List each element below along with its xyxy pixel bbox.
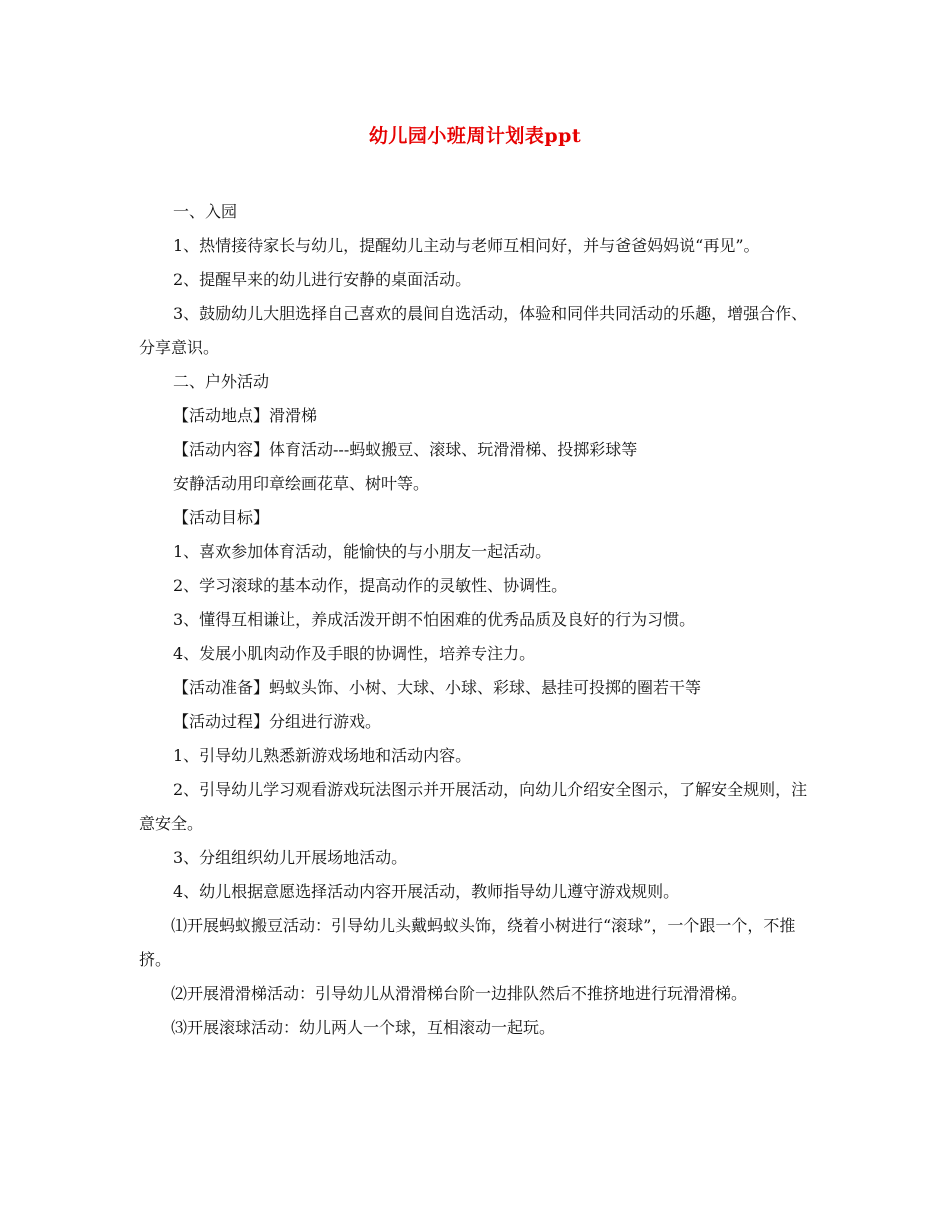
paragraph: 安静活动用印章绘画花草、树叶等。 — [173, 474, 430, 493]
paragraph: 【活动地点】滑滑梯 — [173, 406, 318, 425]
paragraph: ⑶开展滚球活动：幼儿两人一个球，互相滚动一起玩。 — [171, 1018, 556, 1037]
paragraph: 3、分组组织幼儿开展场地活动。 — [173, 848, 408, 867]
paragraph: 4、发展小肌肉动作及手眼的协调性，培养专注力。 — [173, 644, 536, 663]
paragraph: 【活动准备】蚂蚁头饰、小树、大球、小球、彩球、悬挂可投掷的圈若干等 — [173, 678, 702, 697]
paragraph: 1、热情接待家长与幼儿，提醒幼儿主动与老师互相问好，并与爸爸妈妈说“再见”。 — [173, 236, 760, 255]
paragraph: 1、引导幼儿熟悉新游戏场地和活动内容。 — [173, 746, 472, 765]
paragraph: 2、学习滚球的基本动作，提高动作的灵敏性、协调性。 — [173, 576, 568, 595]
paragraph: 2、提醒早来的幼儿进行安静的桌面活动。 — [173, 270, 472, 289]
paragraph: 【活动目标】 — [173, 508, 270, 527]
paragraph: 4、幼儿根据意愿选择活动内容开展活动，教师指导幼儿遵守游戏规则。 — [173, 882, 680, 901]
paragraph: 【活动过程】分组进行游戏。 — [173, 712, 382, 731]
paragraph: ⑵开展滑滑梯活动：引导幼儿从滑滑梯台阶一边排队然后不推挤地进行玩滑滑梯。 — [171, 984, 748, 1003]
section-heading-arrival: 一、入园 — [173, 202, 238, 221]
document-body — [139, 195, 819, 1045]
paragraph: ⑴开展蚂蚁搬豆活动：引导幼儿头戴蚂蚁头饰，绕着小树进行“滚球”，一个跟一个，不推挤。 — [139, 916, 796, 969]
section-heading-outdoor: 二、户外活动 — [173, 372, 270, 391]
paragraph: 1、喜欢参加体育活动，能愉快的与小朋友一起活动。 — [173, 542, 552, 561]
paragraph: 2、引导幼儿学习观看游戏玩法图示并开展活动，向幼儿介绍安全图示，了解安全规则，注意安全。 — [139, 780, 808, 833]
document-title: 幼儿园小班周计划表ppt — [368, 125, 582, 147]
paragraph: 3、鼓励幼儿大胆选择自己喜欢的晨间自选活动，体验和同伴共同活动的乐趣，增强合作、分享意识。 — [139, 304, 808, 357]
paragraph: 3、懂得互相谦让，养成活泼开朗不怕困难的优秀品质及良好的行为习惯。 — [173, 610, 696, 629]
paragraph: 【活动内容】体育活动---蚂蚁搬豆、滚球、玩滑滑梯、投掷彩球等 — [173, 440, 638, 459]
